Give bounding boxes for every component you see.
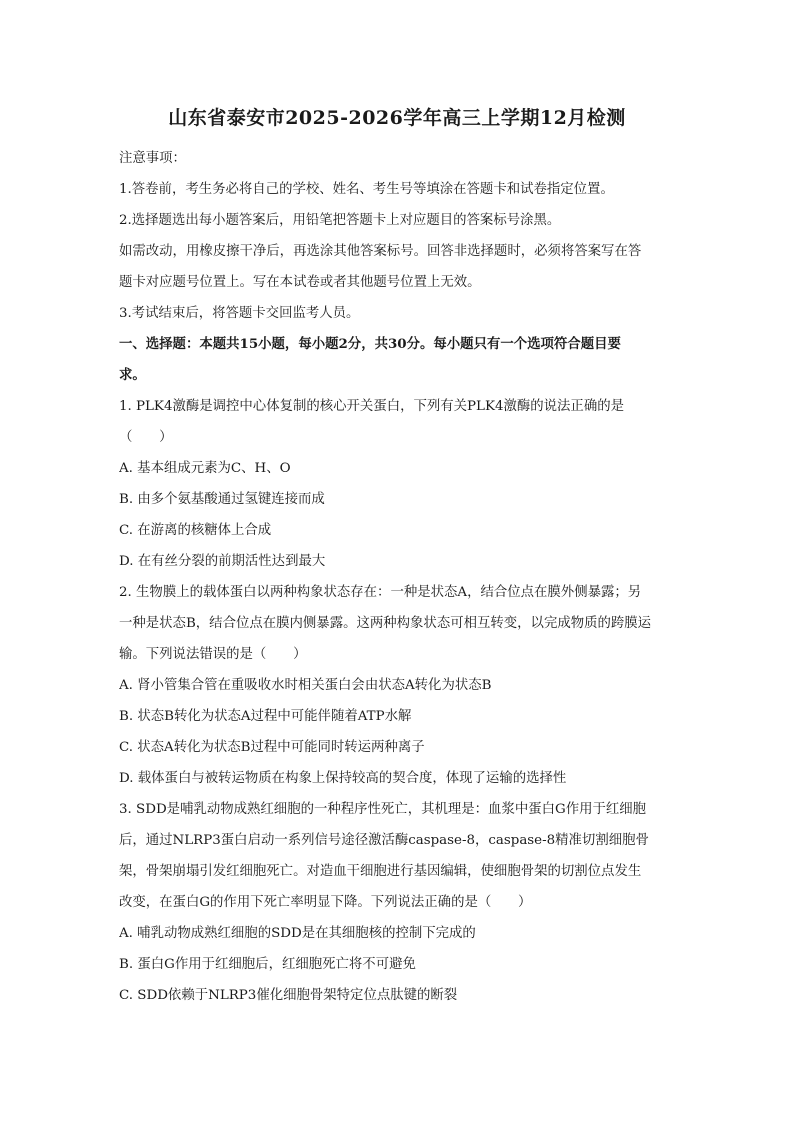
notice-item-1: 1.答卷前，考生务必将自己的学校、姓名、考生号等填涂在答题卡和试卷指定位置。 (119, 182, 614, 197)
section-heading-line: 求。 (119, 367, 146, 383)
option-a: A. 基本组成元素为C、H、O (119, 461, 291, 476)
option-b: B. 状态B转化为状态A过程中可能伴随着ATP水解 (119, 709, 412, 724)
notice-item-3: 3.考试结束后，将答题卡交回监考人员。 (119, 306, 360, 321)
option-a: A. 肾小管集合管在重吸收水时相关蛋白会由状态A转化为状态B (119, 678, 492, 693)
option-b: B. 蛋白G作用于红细胞后，红细胞死亡将不可避免 (119, 957, 416, 972)
section-heading (119, 329, 679, 391)
page-title: 山东省泰安市2025-2026学年高三上学期12月检测 (168, 107, 626, 129)
question-stem: （ ） (119, 430, 173, 445)
question-stem: 1. PLK4激酶是调控中心体复制的核心开关蛋白，下列有关PLK4激酶的说法正确的是 (119, 399, 624, 414)
option-d: D. 在有丝分裂的前期活性达到最大 (119, 554, 326, 569)
option-c: C. SDD依赖于NLRP3催化细胞骨架特定位点肽键的断裂 (119, 988, 458, 1003)
question-stem: 2. 生物膜上的载体蛋白以两种构象状态存在：一种是状态A，结合位点在膜外侧暴露；另 (119, 585, 642, 600)
question-1 (119, 391, 679, 577)
notice-item-2-continued: 题卡对应题号位置上。写在本试卷或者其他题号位置上无效。 (119, 275, 481, 290)
option-d: D. 载体蛋白与被转运物质在构象上保持较高的契合度，体现了运输的选择性 (119, 771, 567, 786)
question-3 (119, 794, 679, 1011)
question-stem: 输。下列说法错误的是（ ） (119, 647, 307, 662)
option-c: C. 状态A转化为状态B过程中可能同时转运两种离子 (119, 740, 425, 755)
notice-heading: 注意事项： (119, 151, 186, 166)
notice-section (119, 143, 679, 329)
section-heading-line: 一、选择题：本题共15小题，每小题2分，共30分。每小题只有一个选项符合题目要 (119, 336, 621, 352)
exam-body (119, 143, 679, 1011)
question-stem: 改变，在蛋白G的作用下死亡率明显下降。下列说法正确的是（ ） (119, 895, 532, 910)
question-2 (119, 577, 679, 794)
notice-item-2: 2.选择题选出每小题答案后，用铅笔把答题卡上对应题目的答案标号涂黑。 (119, 213, 561, 228)
question-stem: 架，骨架崩塌引发红细胞死亡。对造血干细胞进行基因编辑，使细胞骨架的切割位点发生 (119, 864, 642, 879)
option-a: A. 哺乳动物成熟红细胞的SDD是在其细胞核的控制下完成的 (119, 926, 476, 941)
question-stem: 3. SDD是哺乳动物成熟红细胞的一种程序性死亡，其机理是：血浆中蛋白G作用于红细胞 (119, 802, 647, 817)
question-stem: 一种是状态B，结合位点在膜内侧暴露。这两种构象状态可相互转变，以完成物质的跨膜运 (119, 616, 652, 631)
option-b: B. 由多个氨基酸通过氢键连接而成 (119, 492, 325, 507)
option-c: C. 在游离的核糖体上合成 (119, 523, 272, 538)
notice-item-2-continued: 如需改动，用橡皮擦干净后，再选涂其他答案标号。回答非选择题时，必须将答案写在答 (119, 244, 642, 259)
question-stem: 后，通过NLRP3蛋白启动一系列信号途径激活酶caspase-8，caspase-8精准切割细胞骨 (119, 833, 649, 848)
